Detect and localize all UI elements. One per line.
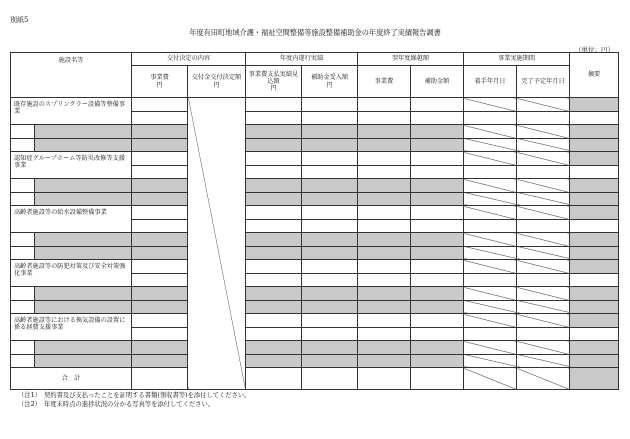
indent-cell (11, 125, 35, 139)
remarks-cell (570, 260, 619, 274)
end-date-cell (517, 341, 570, 355)
sub-facility-cell (35, 125, 132, 139)
expense-cell (246, 219, 302, 233)
table-row (11, 314, 619, 328)
project-cost-cell (132, 98, 188, 112)
project-cost-cell (132, 273, 188, 287)
end-date-cell (517, 233, 570, 247)
start-date-cell (464, 152, 517, 166)
start-date-cell (464, 314, 517, 328)
expense-cell (246, 125, 302, 139)
table-row (11, 341, 619, 355)
table-row (11, 152, 619, 166)
expense-cell (246, 260, 302, 274)
sub-facility-cell (35, 341, 132, 355)
sub-facility-cell (35, 246, 132, 260)
next-subsidy-cell (411, 206, 464, 220)
next-subsidy-cell (411, 287, 464, 301)
project-cost-cell (132, 138, 188, 152)
expense-cell (246, 354, 302, 368)
end-date-cell (517, 273, 570, 287)
subsidy-cell (302, 192, 358, 206)
next-subsidy-cell (411, 341, 464, 355)
subsidy-cell (302, 98, 358, 112)
header-end-date: 完了予定年月日 (517, 66, 570, 98)
end-date-cell (517, 179, 570, 193)
header-remarks: 摘要 (570, 53, 619, 98)
expense-cell (246, 206, 302, 220)
next-subsidy-cell (411, 98, 464, 112)
table-row (11, 138, 619, 152)
subsidy-cell (302, 287, 358, 301)
subsidy-cell (302, 354, 358, 368)
end-date-cell (517, 206, 570, 220)
next-cost-cell (358, 273, 411, 287)
remarks-cell (570, 314, 619, 328)
remarks-cell (570, 152, 619, 166)
subsidy-cell (302, 341, 358, 355)
end-date-cell (517, 98, 570, 112)
table-row (11, 354, 619, 368)
next-cost-cell (358, 341, 411, 355)
project-cost-cell (132, 341, 188, 355)
end-date-cell (517, 354, 570, 368)
facility-name: 認知症グループホーム等防災改修等支援事業 (11, 152, 132, 179)
start-date-cell (464, 273, 517, 287)
facility-name: 高齢者施設等の防犯対策及び安全対策強化事業 (11, 260, 132, 287)
expense-cell (246, 314, 302, 328)
project-cost-cell (132, 300, 188, 314)
next-cost-cell (358, 314, 411, 328)
remarks-cell (570, 273, 619, 287)
start-date-cell (464, 206, 517, 220)
remarks-cell (570, 327, 619, 341)
project-cost-cell (132, 327, 188, 341)
remarks-cell (570, 354, 619, 368)
table-row (11, 287, 619, 301)
next-cost-cell (358, 246, 411, 260)
next-cost-cell (358, 354, 411, 368)
remarks-cell (570, 206, 619, 220)
next-cost-cell (358, 192, 411, 206)
remarks-cell (570, 233, 619, 247)
next-subsidy-cell (411, 152, 464, 166)
total-end-date (517, 368, 570, 390)
project-cost-cell (132, 179, 188, 193)
table-row (11, 125, 619, 139)
remarks-cell (570, 179, 619, 193)
remarks-cell (570, 192, 619, 206)
indent-cell (11, 233, 35, 247)
expense-cell (246, 327, 302, 341)
total-project-cost (132, 368, 188, 390)
project-cost-cell (132, 219, 188, 233)
header-subsidy-received: 補助金受入額 円 (302, 66, 358, 98)
table-row (11, 179, 619, 193)
total-next-subsidy (411, 368, 464, 390)
sub-facility-cell (35, 138, 132, 152)
header-next-fy: 翌年度繰越額 (358, 53, 464, 66)
next-cost-cell (358, 206, 411, 220)
remarks-cell (570, 125, 619, 139)
start-date-cell (464, 219, 517, 233)
expense-cell (246, 341, 302, 355)
remarks-cell (570, 300, 619, 314)
project-cost-cell (132, 314, 188, 328)
start-date-cell (464, 165, 517, 179)
expense-cell (246, 192, 302, 206)
project-cost-cell (132, 233, 188, 247)
next-subsidy-cell (411, 179, 464, 193)
next-cost-cell (358, 179, 411, 193)
remarks-cell (570, 341, 619, 355)
subsidy-cell (302, 327, 358, 341)
note-2: （注2） 年度末時点の進捗状況の分かる写真等を添付してください。 (18, 401, 215, 408)
next-subsidy-cell (411, 260, 464, 274)
start-date-cell (464, 341, 517, 355)
next-cost-cell (358, 152, 411, 166)
start-date-cell (464, 179, 517, 193)
end-date-cell (517, 287, 570, 301)
expense-cell (246, 233, 302, 247)
expense-cell (246, 179, 302, 193)
end-date-cell (517, 138, 570, 152)
facility-name: 既存施設のスプリンクラー設備等整備事業 (11, 98, 132, 125)
subsidy-cell (302, 314, 358, 328)
grant-amount-cell (188, 98, 246, 390)
subsidy-cell (302, 300, 358, 314)
indent-cell (11, 287, 35, 301)
next-subsidy-cell (411, 138, 464, 152)
expense-cell (246, 165, 302, 179)
end-date-cell (517, 111, 570, 125)
start-date-cell (464, 125, 517, 139)
indent-cell (11, 354, 35, 368)
sub-facility-cell (35, 287, 132, 301)
end-date-cell (517, 125, 570, 139)
next-cost-cell (358, 111, 411, 125)
end-date-cell (517, 219, 570, 233)
total-label: 合 計 (11, 368, 132, 390)
start-date-cell (464, 287, 517, 301)
header-facility: 施設名等 (11, 53, 132, 98)
subsidy-cell (302, 233, 358, 247)
project-cost-cell (132, 206, 188, 220)
next-subsidy-cell (411, 233, 464, 247)
expense-cell (246, 138, 302, 152)
project-cost-cell (132, 111, 188, 125)
header-fy-actual: 年度内遂行実績 (246, 53, 358, 66)
project-cost-cell (132, 354, 188, 368)
expense-cell (246, 98, 302, 112)
next-cost-cell (358, 287, 411, 301)
next-cost-cell (358, 219, 411, 233)
expense-cell (246, 111, 302, 125)
end-date-cell (517, 300, 570, 314)
remarks-cell (570, 98, 619, 112)
next-subsidy-cell (411, 246, 464, 260)
project-cost-cell (132, 125, 188, 139)
total-remarks (570, 368, 619, 390)
expense-cell (246, 300, 302, 314)
document-title: 年度有田町地域介護・福祉空間整備等施設整備補助金の年度終了実績報告調書 (189, 28, 441, 37)
subsidy-cell (302, 206, 358, 220)
header-period: 事業実施期間 (464, 53, 570, 66)
subsidy-cell (302, 179, 358, 193)
document-label: 別紙5 (10, 16, 29, 24)
next-cost-cell (358, 165, 411, 179)
sub-facility-cell (35, 192, 132, 206)
subsidy-cell (302, 273, 358, 287)
header-next-subsidy: 補助金額 (411, 66, 464, 98)
table-row (11, 260, 619, 274)
expense-cell (246, 152, 302, 166)
sub-facility-cell (35, 354, 132, 368)
next-subsidy-cell (411, 111, 464, 125)
next-subsidy-cell (411, 192, 464, 206)
header-grant-decision: 交付決定の内容 (132, 53, 246, 66)
next-subsidy-cell (411, 125, 464, 139)
report-table (10, 52, 619, 390)
next-subsidy-cell (411, 300, 464, 314)
start-date-cell (464, 138, 517, 152)
start-date-cell (464, 354, 517, 368)
table-row (11, 192, 619, 206)
next-subsidy-cell (411, 354, 464, 368)
next-cost-cell (358, 327, 411, 341)
subsidy-cell (302, 219, 358, 233)
end-date-cell (517, 260, 570, 274)
table-row (11, 206, 619, 220)
next-subsidy-cell (411, 219, 464, 233)
indent-cell (11, 246, 35, 260)
table-row (11, 246, 619, 260)
project-cost-cell (132, 246, 188, 260)
indent-cell (11, 192, 35, 206)
remarks-cell (570, 219, 619, 233)
total-row (11, 368, 619, 390)
end-date-cell (517, 314, 570, 328)
total-start-date (464, 368, 517, 390)
sub-facility-cell (35, 233, 132, 247)
subsidy-cell (302, 152, 358, 166)
next-cost-cell (358, 233, 411, 247)
next-subsidy-cell (411, 273, 464, 287)
remarks-cell (570, 165, 619, 179)
end-date-cell (517, 246, 570, 260)
next-cost-cell (358, 300, 411, 314)
project-cost-cell (132, 152, 188, 166)
end-date-cell (517, 152, 570, 166)
header-expense-actual: 事業費支払実績見込額 円 (246, 66, 302, 98)
header-project-cost: 事業費 円 (132, 66, 188, 98)
end-date-cell (517, 165, 570, 179)
project-cost-cell (132, 165, 188, 179)
next-subsidy-cell (411, 165, 464, 179)
expense-cell (246, 273, 302, 287)
remarks-cell (570, 138, 619, 152)
next-cost-cell (358, 98, 411, 112)
header-next-cost: 事業費 (358, 66, 411, 98)
header-grant-amount: 交付金交付決定額 円 (188, 66, 246, 98)
table-row (11, 300, 619, 314)
sub-facility-cell (35, 300, 132, 314)
end-date-cell (517, 327, 570, 341)
start-date-cell (464, 233, 517, 247)
start-date-cell (464, 327, 517, 341)
end-date-cell (517, 192, 570, 206)
subsidy-cell (302, 138, 358, 152)
indent-cell (11, 300, 35, 314)
subsidy-cell (302, 260, 358, 274)
note-1: （注1） 契約書及び支払ったことを証明する書類(領収書等)を添付してください。 (18, 392, 251, 399)
next-subsidy-cell (411, 314, 464, 328)
next-cost-cell (358, 138, 411, 152)
table-body (11, 98, 619, 390)
total-subsidy (302, 368, 358, 390)
start-date-cell (464, 111, 517, 125)
facility-name: 高齢者施設等の給水設備整備事業 (11, 206, 132, 233)
start-date-cell (464, 192, 517, 206)
total-next-cost (358, 368, 411, 390)
next-cost-cell (358, 125, 411, 139)
expense-cell (246, 287, 302, 301)
start-date-cell (464, 300, 517, 314)
next-cost-cell (358, 260, 411, 274)
start-date-cell (464, 98, 517, 112)
table-row (11, 233, 619, 247)
table-row (11, 98, 619, 112)
indent-cell (11, 341, 35, 355)
remarks-cell (570, 287, 619, 301)
header-start-date: 着手年月日 (464, 66, 517, 98)
project-cost-cell (132, 192, 188, 206)
remarks-cell (570, 246, 619, 260)
facility-name: 高齢者施設等における換気設備の設置に係る経費支援事業 (11, 314, 132, 341)
subsidy-cell (302, 111, 358, 125)
subsidy-cell (302, 165, 358, 179)
next-subsidy-cell (411, 327, 464, 341)
project-cost-cell (132, 260, 188, 274)
start-date-cell (464, 260, 517, 274)
sub-facility-cell (35, 179, 132, 193)
project-cost-cell (132, 287, 188, 301)
subsidy-cell (302, 125, 358, 139)
total-expense (246, 368, 302, 390)
expense-cell (246, 246, 302, 260)
indent-cell (11, 179, 35, 193)
unit-label: （単位：円） (575, 46, 614, 54)
subsidy-cell (302, 246, 358, 260)
indent-cell (11, 138, 35, 152)
start-date-cell (464, 246, 517, 260)
remarks-cell (570, 111, 619, 125)
